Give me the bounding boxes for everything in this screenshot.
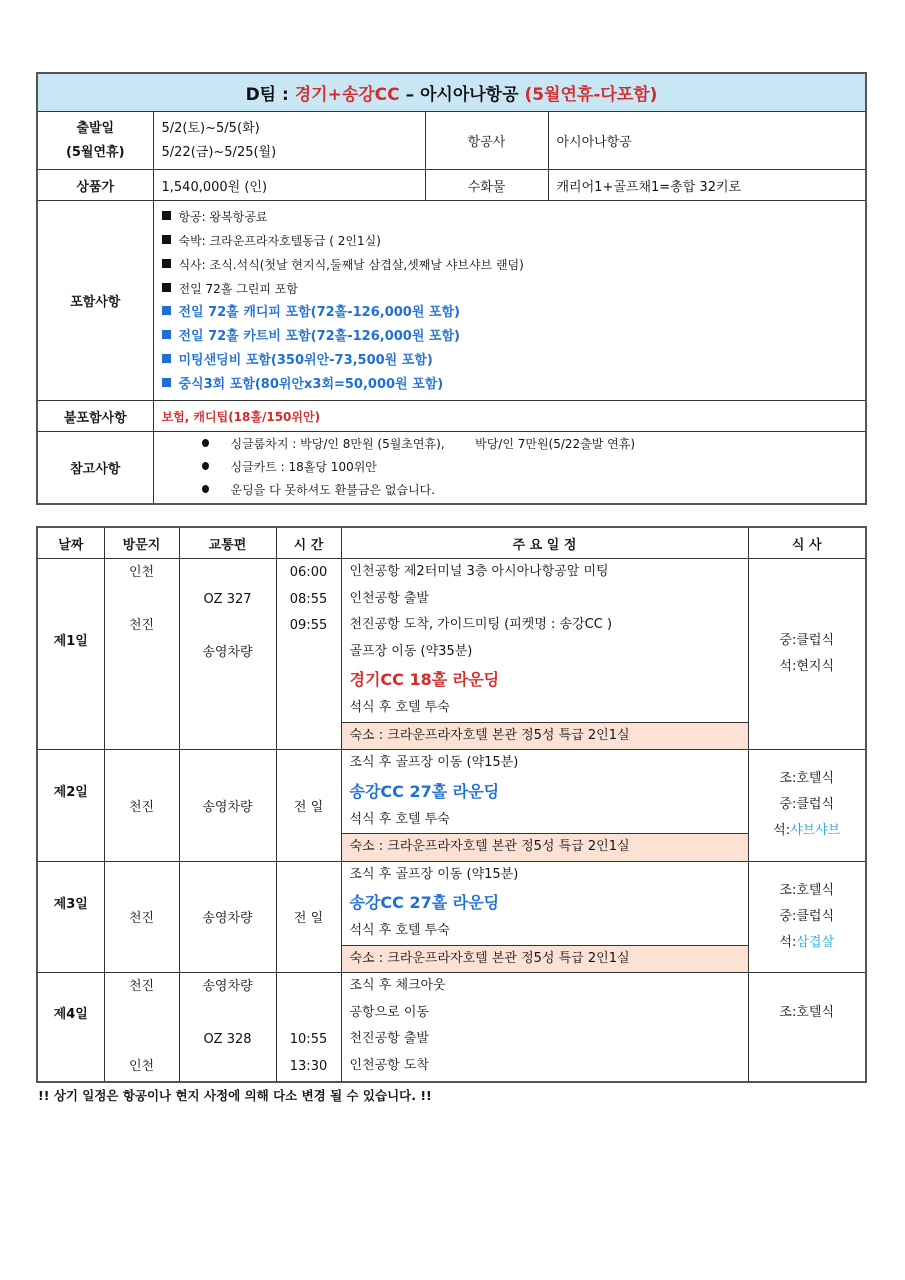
transport: 송영차량: [179, 861, 276, 973]
day-label: 제3일: [37, 861, 104, 973]
included-item-text: 미팅샌딩비 포함(350위안-73,500원 포함): [178, 352, 433, 368]
transport: [181, 1054, 275, 1081]
team-label: D팀 :: [245, 85, 289, 105]
header-time: 시 간: [276, 527, 341, 559]
meal-prefix: 조:: [779, 882, 797, 898]
transport: OZ 327: [203, 591, 252, 607]
transport: [181, 613, 275, 640]
hotel-info: 숙소 : 크라운프라자호텔 본관 정5성 특급 2인1실: [342, 945, 748, 973]
meal-prefix: 조:: [779, 771, 797, 787]
activity: 조식 후 체크아웃: [349, 978, 446, 993]
departure-label: [37, 112, 153, 170]
activity: 공항으로 이동: [349, 1004, 429, 1020]
bullet-dot-icon: [202, 485, 209, 493]
square-bullet-icon: [162, 354, 171, 363]
meal-value: 삼겹살: [796, 934, 835, 950]
schedule-row-day1: [37, 559, 866, 750]
included-item-text: 전일 72홀 그린피 포함: [178, 281, 298, 296]
title-dash: –: [405, 85, 415, 105]
product-info-table: [36, 72, 867, 505]
header-date: 날짜: [37, 527, 104, 559]
hotel-info: 숙소 : 크라운프라자호텔 본관 정5성 특급 2인1실: [342, 722, 748, 750]
time: [278, 1001, 340, 1028]
transport: 송영차량: [179, 750, 276, 862]
meal: [750, 1000, 865, 1026]
meal: [750, 878, 865, 904]
meal-prefix: 조:: [779, 1004, 797, 1020]
meal-value: 클럽식: [796, 908, 835, 924]
square-bullet-icon: [162, 306, 171, 315]
price-value: 1,540,000원 (인): [153, 170, 425, 201]
included-item: [162, 229, 858, 253]
square-bullet-icon: [162, 211, 171, 220]
course-name: 경기+송강CC: [294, 85, 400, 105]
place: [106, 587, 178, 614]
itinerary-cell: [341, 750, 748, 862]
golf-round-highlight: 송강CC 27홀 라운딩: [349, 781, 500, 801]
place-cell: [104, 973, 179, 1083]
time: 10:55: [289, 1032, 328, 1047]
header-itinerary: 주 요 일 정: [341, 527, 748, 559]
included-item-text: 식사: 조식.석식(첫날 현지식,둘째날 삼겹살,셋째날 샤브샤브 랜덤): [178, 257, 524, 272]
price-row: [37, 170, 866, 201]
meal: [750, 904, 865, 930]
included-row: [37, 201, 866, 401]
time: 09:55: [289, 618, 328, 633]
title-airline: 아시아나항공: [419, 85, 519, 105]
time-cell: [276, 559, 341, 750]
baggage-value: 캐리어1+골프채1=총합 32키로: [548, 170, 866, 201]
meal-prefix: 중:: [779, 797, 797, 813]
notes-label: 참고사항: [37, 432, 153, 504]
transport-cell: [179, 559, 276, 750]
meal: [750, 766, 865, 792]
note-item: [162, 433, 858, 456]
place: [106, 1027, 178, 1054]
time: 13:30: [289, 1058, 328, 1074]
transport: 송영차량: [202, 979, 253, 994]
transport: [181, 1001, 275, 1028]
included-item: [162, 277, 858, 301]
departure-row: [37, 112, 866, 170]
departure-date: 5/2(토)~5/5(화): [161, 120, 260, 136]
included-item-text: 전일 72홀 카트비 포함(72홀-126,000원 포함): [178, 328, 460, 344]
schedule-table: [36, 526, 867, 1083]
baggage-label: 수화물: [425, 170, 548, 201]
activity: 조식 후 골프장 이동 (약15분): [349, 755, 519, 770]
meal-value: 클럽식: [796, 797, 835, 813]
transport: 송영차량: [202, 644, 253, 660]
included-item: [162, 253, 858, 277]
meal-value: 현지식: [796, 659, 835, 674]
included-item-highlight: [162, 325, 858, 349]
meal-value: 클럽식: [796, 633, 835, 648]
schedule-row-day3: [37, 861, 866, 973]
place: 인천: [128, 1058, 155, 1074]
note-text: 싱글룸차지 : 박당/인 8만원 (5월초연휴), 박당/인 7만원(5/22출발 연휴): [230, 436, 636, 451]
title-note: (5월연휴-다포함): [524, 85, 658, 105]
activity: 골프장 이동 (약35분): [349, 643, 473, 659]
activity: 천진공항 출발: [349, 1031, 429, 1046]
included-label: 포함사항: [37, 201, 153, 401]
square-bullet-icon: [162, 378, 171, 387]
departure-label-line: (5월연휴): [65, 144, 125, 160]
meal-prefix: 석:: [779, 659, 797, 674]
time: 06:00: [289, 565, 328, 580]
golf-round-highlight: 경기CC 18홀 라운딩: [349, 670, 500, 689]
departure-label-line: 출발일: [76, 120, 115, 136]
meal-cell: [748, 559, 866, 750]
activity: 인천공항 출발: [349, 590, 429, 606]
header-meals: 식 사: [748, 527, 866, 559]
meal-value: 호텔식: [796, 771, 835, 787]
airline-label: 항공사: [425, 112, 548, 170]
meal-value: 호텔식: [796, 882, 835, 898]
activity: 석식 후 호텔 투숙: [349, 923, 450, 938]
transport-cell: [179, 973, 276, 1083]
meal: [750, 818, 865, 844]
activity: 인천공항 제2터미널 3층 아시아나항공앞 미팅: [349, 564, 609, 579]
price-label: 상품가: [37, 170, 153, 201]
included-item-text: 전일 72홀 캐디피 포함(72홀-126,000원 포함): [178, 304, 460, 320]
notes-row: [37, 432, 866, 504]
included-item-text: 항공: 왕복항공료: [178, 209, 268, 224]
golf-round-highlight: 송강CC 27홀 라운딩: [349, 893, 500, 912]
place: 천진: [128, 618, 155, 633]
meal: [750, 930, 865, 956]
included-list: [153, 201, 866, 401]
included-item-text: 중식3회 포함(80위안x3회=50,000원 포함): [178, 376, 444, 392]
meal-cell: [748, 861, 866, 973]
included-item-highlight: [162, 349, 858, 373]
day-label: 제2일: [37, 750, 104, 862]
header-transport: 교통편: [179, 527, 276, 559]
meal-cell: [748, 750, 866, 862]
meal-value: 샤브샤브: [790, 823, 841, 839]
activity: 석식 후 호텔 투숙: [349, 811, 450, 827]
meal-prefix: 중:: [779, 633, 797, 648]
square-bullet-icon: [162, 283, 171, 292]
square-bullet-icon: [162, 259, 171, 268]
excluded-value: 보험, 캐디팁(18홀/150위안): [153, 401, 866, 432]
place-cell: [104, 559, 179, 750]
activity: 석식 후 호텔 투숙: [349, 700, 450, 715]
airline-value: 아시아나항공: [548, 112, 866, 170]
note-text: 싱글카트 : 18홀당 100위안: [230, 459, 377, 474]
day-label: 제4일: [37, 973, 104, 1083]
notes-list: [153, 432, 866, 504]
place: 천진: [128, 979, 155, 994]
bullet-dot-icon: [202, 439, 209, 447]
itinerary-cell: [341, 973, 748, 1083]
meal: [750, 792, 865, 818]
time: 전 일: [276, 750, 341, 862]
meal-value: 호텔식: [796, 1004, 835, 1020]
bullet-dot-icon: [202, 462, 209, 470]
itinerary-cell: [341, 861, 748, 973]
header-place: 방문지: [104, 527, 179, 559]
place: 천진: [104, 861, 179, 973]
place: [106, 1001, 178, 1028]
departure-dates: [153, 112, 425, 170]
meal-prefix: 석:: [773, 823, 791, 839]
meal-prefix: 중:: [779, 908, 797, 924]
meal: [750, 654, 865, 680]
square-bullet-icon: [162, 235, 171, 244]
excluded-label: 불포함사항: [37, 401, 153, 432]
page-title: [37, 73, 866, 112]
note-text: 운딩을 다 못하셔도 환불금은 없습니다.: [230, 482, 436, 497]
included-item: [162, 205, 858, 229]
time: 전 일: [276, 861, 341, 973]
meal-cell: [748, 973, 866, 1083]
transport: OZ 328: [203, 1032, 252, 1047]
schedule-row-day2: [37, 750, 866, 862]
excluded-row: [37, 401, 866, 432]
activity: 인천공항 도착: [349, 1057, 429, 1073]
transport: [181, 560, 275, 587]
note-item: [162, 456, 858, 479]
time: 08:55: [289, 591, 328, 607]
day-label: 제1일: [37, 559, 104, 750]
time-cell: [276, 973, 341, 1083]
place: 천진: [104, 750, 179, 862]
meal-prefix: 석:: [779, 934, 797, 950]
time: [278, 974, 340, 1001]
departure-date: 5/22(금)~5/25(월): [161, 144, 277, 160]
included-item-text: 숙박: 크라운프라자호텔동급 ( 2인1실): [178, 233, 381, 248]
schedule-row-day4: [37, 973, 866, 1083]
title-row: [37, 73, 866, 112]
schedule-header-row: [37, 527, 866, 559]
place: 인천: [128, 565, 155, 580]
note-item: [162, 479, 858, 502]
disclaimer-note: !! 상기 일정은 항공이나 현지 사정에 의해 다소 변경 될 수 있습니다. !!: [38, 1088, 432, 1103]
meal: [750, 628, 865, 654]
included-item-highlight: [162, 373, 858, 397]
itinerary-cell: [341, 559, 748, 750]
activity: 천진공항 도착, 가이드미팅 (피켓명 : 송강CC ): [349, 617, 613, 632]
included-item-highlight: [162, 301, 858, 325]
activity: 조식 후 골프장 이동 (약15분): [349, 866, 519, 882]
square-bullet-icon: [162, 330, 171, 339]
hotel-info: 숙소 : 크라운프라자호텔 본관 정5성 특급 2인1실: [342, 833, 748, 861]
